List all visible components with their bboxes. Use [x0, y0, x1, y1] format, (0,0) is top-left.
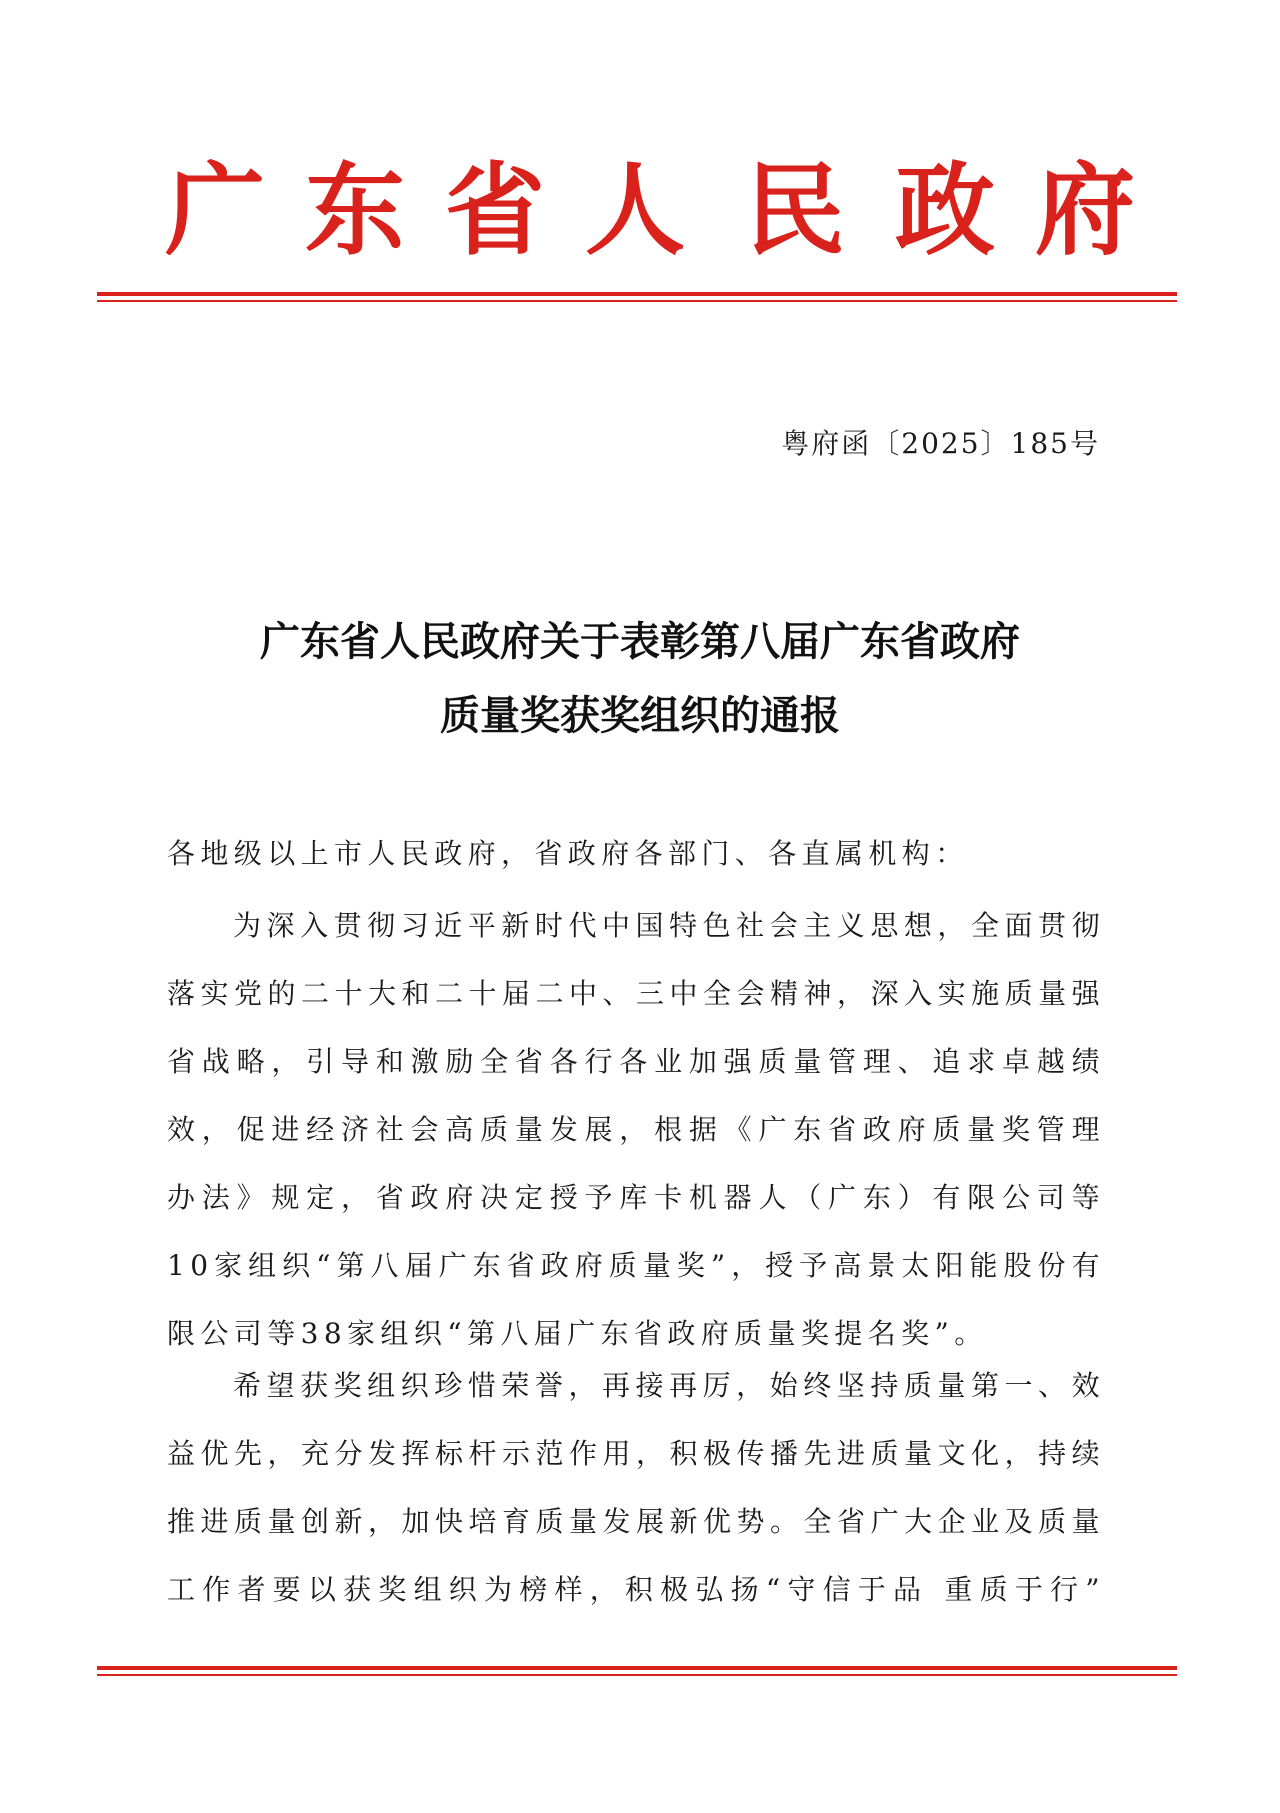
masthead-char: 民 — [745, 151, 845, 269]
masthead — [0, 150, 1280, 270]
paragraph-line: 希望获奖组织珍惜荣誉，再接再厉，始终坚持质量第一、效 — [233, 1369, 1105, 1402]
paragraph-line: 工作者要以获奖组织为榜样，积极弘扬“守信于品 重质于行” — [167, 1573, 1105, 1606]
masthead-char: 东 — [305, 151, 405, 269]
salutation: 各地级以上市人民政府，省政府各部门、各直属机构： — [167, 837, 969, 870]
paragraph-line: 为深入贯彻习近平新时代中国特色社会主义思想，全面贯彻 — [233, 909, 1105, 942]
top-red-rule-thick — [97, 292, 1177, 296]
masthead-char: 政 — [895, 151, 995, 269]
masthead-char: 省 — [445, 151, 545, 269]
paragraph-line: 益优先，充分发挥标杆示范作用，积极传播先进质量文化，持续 — [167, 1437, 1105, 1470]
document-title-line-1: 广东省人民政府关于表彰第八届广东省政府 — [260, 618, 1020, 665]
paragraph-line: 落实党的二十大和二十届二中、三中全会精神，深入实施质量强 — [167, 977, 1105, 1010]
masthead-char: 广 — [165, 151, 265, 269]
document-title-line-2: 质量奖获奖组织的通报 — [440, 692, 840, 739]
paragraph-1 — [167, 892, 1105, 1368]
bottom-red-rule-thin — [97, 1674, 1177, 1676]
paragraph-line: 限公司等38家组织“第八届广东省政府质量奖提名奖”。 — [167, 1317, 988, 1350]
bottom-red-rule-thick — [97, 1666, 1177, 1670]
document-number: 粤府函〔2025〕185号 — [781, 427, 1100, 460]
paragraph-line: 推进质量创新，加快培育质量发展新优势。全省广大企业及质量 — [167, 1505, 1105, 1538]
paragraph-line: 办法》规定，省政府决定授予库卡机器人（广东）有限公司等 — [167, 1181, 1105, 1214]
masthead-char: 人 — [585, 151, 685, 269]
masthead-char: 府 — [1035, 151, 1135, 269]
paragraph-2 — [167, 1352, 1105, 1624]
paragraph-line: 效，促进经济社会高质量发展，根据《广东省政府质量奖管理 — [167, 1113, 1105, 1146]
top-red-rule-thin — [97, 300, 1177, 302]
paragraph-line: 10家组织“第八届广东省政府质量奖”，授予高景太阳能股份有 — [167, 1249, 1105, 1282]
paragraph-line: 省战略，引导和激励全省各行各业加强质量管理、追求卓越绩 — [167, 1045, 1105, 1078]
